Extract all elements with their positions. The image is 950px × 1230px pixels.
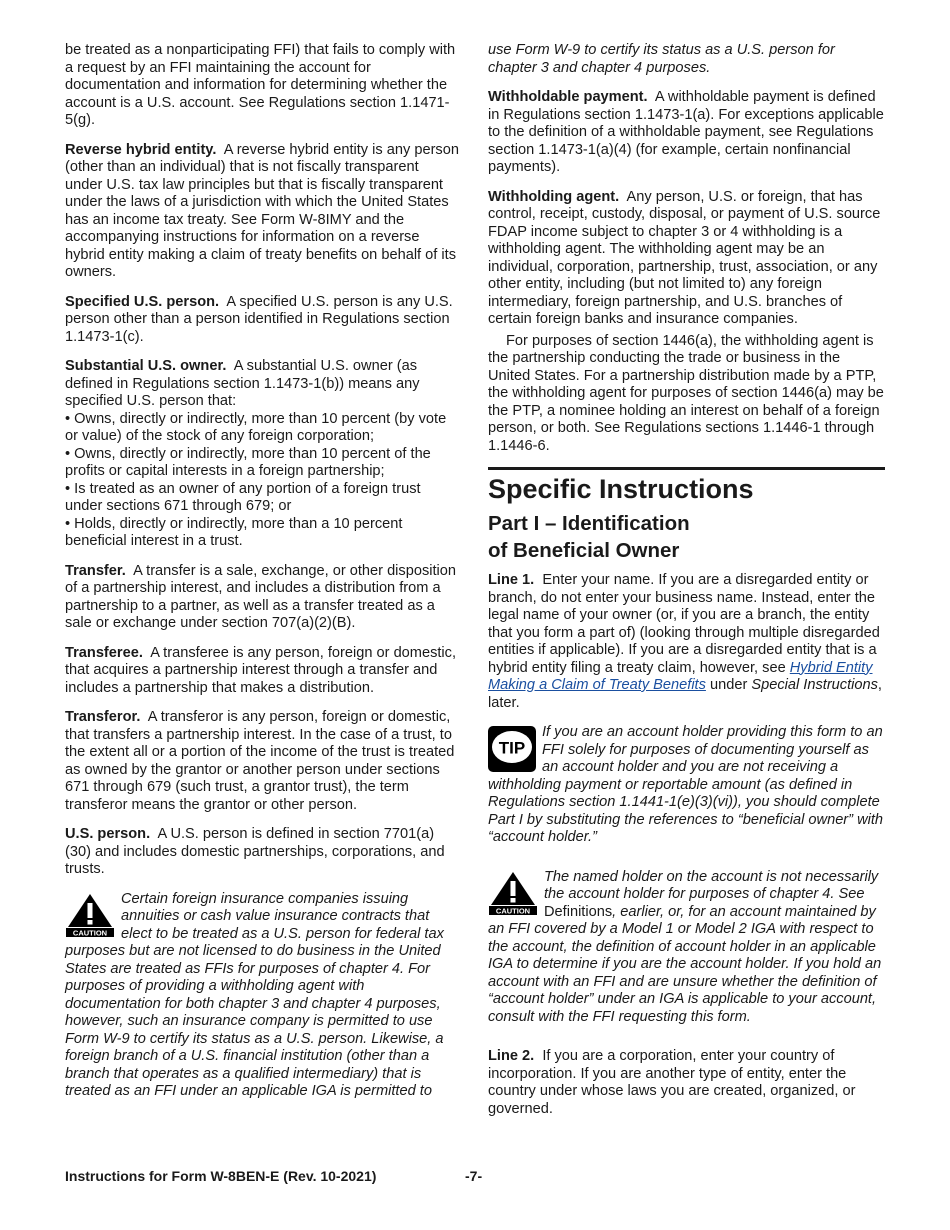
definition-text: A transferee is any person, foreign or domestic, that acquires a partnership interest through a transfer and includes a partnership that makes a distribution.	[65, 644, 457, 696]
term: Withholdable payment.	[488, 89, 648, 105]
definition-text: A transfer is a sale, exchange, or other disposition of a partnership interest, and includes a distribution from a partnership to a partner, as well as a transfer treated as a sale or exchange under section 707(a)(2)(B).	[65, 562, 457, 631]
part-heading	[488, 510, 885, 564]
instruction-text: Enter your name. If you are a disregarded entity or branch, do not enter your business name. Instead, enter the legal name of your owner (or, if you are a branch, the entity that you form a part of) (looking through multiple disregarded entities if applicable). If you are a disregarded entity that is a hybrid entity filing a treaty claim, however, see	[488, 572, 880, 676]
withholding-agent-definition	[488, 189, 885, 329]
tip-icon	[488, 726, 536, 772]
withholdable-payment-definition	[488, 89, 885, 177]
definitions-ref: Definitions	[544, 903, 613, 920]
continued-paragraph: be treated as a nonparticipating FFI) that fails to comply with a request by an FFI maintaining the account for documentation and information for determining whether the account is a U.S. account. See Regulations section 1.1471-5(g).	[65, 42, 456, 128]
tip-note	[488, 724, 885, 847]
caution-label: CAUTION	[72, 928, 108, 937]
special-instructions-ref: Special Instructions	[751, 677, 878, 693]
bullet-text: Owns, directly or indirectly, more than 10 percent (by vote or value) of the stock of any foreign corporation;	[65, 410, 447, 444]
substantial-us-owner-intro	[65, 358, 460, 411]
caution-text: Certain foreign insurance companies issuing annuities or cash value insurance contracts that elect to be treated as a U.S. person for federal tax purposes but are not licensed to do business in the United States are treated as FFIs for purposes of chapter 4. For purposes of providing a withholding agent with documentation for both chapter 3 and chapter 4 purposes, however, such an insurance company is permitted to use Form W-9 to certify its status as a U.S. person. Likewise, a foreign branch of a U.S. financial institution (other than a branch that operates as a qualified intermediary) that is treated as an FFI under an applicable IGA is permitted to	[65, 890, 444, 1099]
list-item: • Owns, directly or indirectly, more than 10 percent (by vote or value) of the stock of any foreign corporation;	[65, 410, 447, 444]
bullet-text: Owns, directly or indirectly, more than 10 percent of the profits or capital interests in a foreign partnership;	[65, 445, 431, 479]
tip-label: TIP	[498, 738, 526, 758]
definition-text: A reverse hybrid entity is any person (other than an individual) that is not fiscally transparent under U.S. tax law principles but that is fiscally transparent under the laws of a jurisdiction with which the United States has an income tax treaty. See Form W-8IMY and the accompanying instructions for information on a reverse hybrid entity making a claim of treaty benefits on behalf of its owners.	[65, 141, 459, 280]
term: Line 1.	[488, 572, 535, 588]
term: Withholding agent.	[488, 188, 620, 205]
term: U.S. person.	[65, 826, 151, 842]
under-text: under	[709, 677, 748, 693]
substantial-us-owner-definition	[65, 358, 460, 551]
bullet-text: Holds, directly or indirectly, more than a 10 percent beneficial interest in a trust.	[65, 515, 403, 549]
list-item: • Is treated as an owner of any portion of a foreign trust under sections 671 through 679; or	[65, 480, 421, 514]
line-2-instructions	[488, 1048, 885, 1118]
definition-text: Any person, U.S. or foreign, that has control, receipt, custody, disposal, or payment of U.S. source FDAP income subject to chapter 3 or 4 withholding is a withholding agent. The withholding agent may be an individual, corporation, partnership, trust, association, or any other entity, including (but not limited to) any foreign intermediary, foreign partnership, and U.S. branches of certain foreign banks and insurance companies.	[488, 188, 881, 327]
line-1-instructions	[488, 572, 885, 712]
transfer-definition	[65, 563, 460, 633]
term: Reverse hybrid entity.	[65, 141, 217, 158]
tip-text: If you are an account holder providing this form to an FFI solely for purposes of documenting yourself as an account holder and you are not receiving a withholding payment or reportable amount (as defined in Regulations section 1.1441-1(e)(3)(vi)), you should complete Part I by substituting the references to “beneficial owner” with “account holder.”	[488, 724, 884, 845]
section-1446-paragraph: For purposes of section 1446(a), the withholding agent is the partnership conducting the trade or business in the United States. For a partnership distribution made by a PTP, the withholding agent for purposes of section 1446(a) may be the PTP, a nominee holding an interest on behalf of a foreign person, or both. See Regulations sections 1.1446-1 through 1.1446-6.	[488, 332, 884, 454]
part-heading-line-2: of Beneficial Owner	[488, 539, 680, 562]
reverse-hybrid-entity-definition	[65, 142, 460, 282]
section-heading: Specific Instructions	[488, 474, 754, 504]
term: Specified U.S. person.	[65, 293, 220, 310]
term: Line 2.	[488, 1048, 535, 1064]
instruction-text: If you are a corporation, enter your country of incorporation. If you are another type of entity, enter the country under whose laws you are created, organized, or governed.	[488, 1048, 856, 1117]
hybrid-entity-link[interactable]: Hybrid Entity Making a Claim of Treaty Benefits	[488, 659, 873, 693]
later-text: , later.	[488, 677, 882, 711]
caution-continued-text: use Form W-9 to certify its status as a U.S. person for chapter 3 and chapter 4 purposes.	[488, 42, 835, 76]
part-heading-line-1: Part I – Identification	[488, 512, 690, 535]
caution-label: CAUTION	[495, 906, 531, 915]
specified-us-person-definition	[65, 294, 460, 347]
page-number: -7-	[465, 1168, 483, 1184]
definition-text: A specified U.S. person is any U.S. person other than a person identified in Regulations section 1.1473-1(c).	[65, 293, 453, 345]
caution-note-2	[488, 869, 885, 1027]
list-item: • Owns, directly or indirectly, more than 10 percent of the profits or capital interests in a foreign partnership;	[65, 445, 431, 479]
section-divider	[488, 467, 885, 470]
definition-text: A transferor is any person, foreign or domestic, that transfers a partnership interest. In the case of a trust, to the extent all or a portion of the income of the trust is treated as owned by the grantor or another person under sections 671 through 679 (such trust, a grantor trust), the term transferor means the grantor or other person.	[65, 709, 455, 813]
caution-text-a: The named holder on the account is not necessarily the account holder for purposes of chapter 4. See	[544, 868, 879, 902]
footer-title: Instructions for Form W-8BEN-E (Rev. 10-2021)	[65, 1168, 377, 1184]
definition-text: A withholdable payment is defined in Regulations section 1.1473-1(a). For exceptions applicable to the definition of a withholdable payment, see Regulations section 1.1473-1(a)(4) (for example, certain nonfinancial payments).	[488, 89, 884, 175]
caution-icon	[488, 871, 538, 915]
right-column	[488, 42, 885, 1130]
left-column	[65, 42, 460, 1101]
term: Transferee.	[65, 644, 143, 661]
transferor-definition	[65, 709, 460, 814]
transferee-definition	[65, 645, 460, 698]
term: Transfer.	[65, 562, 126, 579]
caution-text-b: , earlier, or, for an account maintained by an FFI covered by a Model 1 or Model 2 IGA with respect to the account, the definition of account holder in an applicable IGA to determine if you are the account holder. If you hold an account with an FFI and are unsure whether the definition of “account holder” under an IGA is applicable to your account, consult with the FFI requesting this form.	[488, 903, 882, 1025]
definition-text: A U.S. person is defined in section 7701(a)(30) and includes domestic partnerships, corporations, and trusts.	[65, 826, 445, 877]
definition-text: A substantial U.S. owner (as defined in Regulations section 1.1473-1(b)) means any specified U.S. person that:	[65, 358, 420, 409]
bullet-text: Is treated as an owner of any portion of a foreign trust under sections 671 through 679; or	[65, 480, 421, 514]
list-item: • Holds, directly or indirectly, more than a 10 percent beneficial interest in a trust.	[65, 515, 403, 549]
caution-note	[65, 891, 460, 1101]
caution-icon	[65, 893, 115, 937]
term: Substantial U.S. owner.	[65, 358, 227, 374]
us-person-definition	[65, 826, 460, 879]
term: Transferor.	[65, 709, 141, 725]
